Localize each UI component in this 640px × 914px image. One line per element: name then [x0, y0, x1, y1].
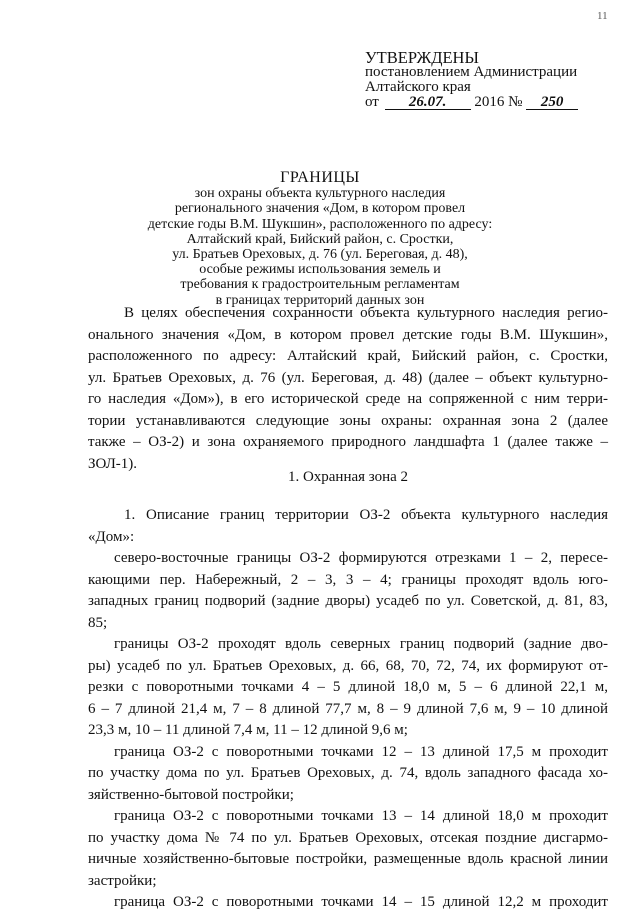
- text-line: 85;: [88, 614, 108, 631]
- approval-line: Алтайского края: [365, 79, 471, 95]
- text-line: по участку дома № 74 по ул. Братьев Ореховых, отсекая поздние дисгармо-: [88, 829, 608, 846]
- approval-date-line: [365, 95, 625, 110]
- text-line: граница ОЗ-2 с поворотными точками 13 – 14 длиной 18,0 м проходит: [114, 808, 608, 824]
- title-line: ул. Братьев Ореховых, д. 76 (ул. Береговая, д. 48),: [172, 247, 468, 263]
- section-title: 1. Охранная зона 2: [287, 469, 409, 485]
- text-line: 1. Описание границ территории ОЗ-2 объекта культурного наследия: [124, 507, 608, 523]
- title-line: зон охраны объекта культурного наследия: [194, 186, 446, 202]
- text-line: по участку дома по ул. Братьев Ореховых, д. 74, вдоль западного фасада хо-: [88, 765, 608, 781]
- text-line: ры) усадеб по ул. Братьев Ореховых, д. 66, 68, 70, 72, 74, их формируют от-: [88, 657, 608, 674]
- title-line: в границах территорий данных зон: [215, 292, 425, 308]
- page-number: 11: [597, 10, 608, 22]
- text-line: 23,3 м, 10 – 11 длиной 7,4 м, 11 – 12 длиной 9,6 м;: [88, 722, 408, 738]
- section-body: [88, 505, 608, 914]
- title-line: Алтайский край, Бийский район, с. Сростки,: [186, 231, 454, 247]
- title-line: регионального значения «Дом, в котором провел: [174, 201, 466, 217]
- text-line: граница ОЗ-2 с поворотными точками 12 – 13 длиной 17,5 м проходит: [114, 743, 608, 760]
- title-line: детские годы В.М. Шукшин», расположенного по адресу:: [147, 216, 493, 232]
- text-line: тории устанавливаются следующие зоны охраны: охранная зона 2 (далее: [88, 412, 608, 429]
- text-line: застройки;: [88, 872, 157, 889]
- text-line: ничные хозяйственно-бытовые постройки, размещенные вдоль красной линии: [88, 851, 608, 867]
- document-title: [60, 170, 580, 308]
- text-line: северо-восточные границы ОЗ-2 формируются отрезками 1 – 2, пересе-: [114, 550, 608, 566]
- approval-year: 2016 №: [474, 94, 523, 110]
- text-line: граница ОЗ-2 с поворотными точками 14 – 15 длиной 12,2 м проходит: [114, 894, 608, 910]
- intro-paragraph: [88, 303, 608, 475]
- text-line: также – ОЗ-2) и зона охраняемого природного ландшафта 1 (далее также –: [88, 434, 608, 450]
- title-heading: ГРАНИЦЫ: [280, 169, 360, 186]
- text-line: границы ОЗ-2 проходят вдоль северных границ подворий (задние дво-: [114, 636, 608, 652]
- text-line: ЗОЛ-1).: [88, 455, 138, 472]
- approval-number: 250: [526, 96, 578, 110]
- approval-heading: УТВЕРЖДЕНЫ: [365, 48, 479, 67]
- text-line: «Дом»:: [88, 528, 135, 545]
- title-line: особые режимы использования земель и: [199, 262, 441, 278]
- text-line: онального значения «Дом, в котором провел детские годы В.М. Шукшин»,: [88, 326, 608, 343]
- approval-stamp: [365, 50, 625, 110]
- approval-from: от: [365, 94, 379, 110]
- text-line: расположенного по адресу: Алтайский край, Бийский район, с. Сростки,: [88, 348, 608, 364]
- text-line: В целях обеспечения сохранности объекта культурного наследия регио-: [124, 305, 608, 321]
- text-line: ул. Братьев Ореховых, д. 76 (ул. Береговая, д. 48) (далее – объект культурно-: [88, 369, 608, 386]
- text-line: резки с поворотными точками 4 – 5 длиной 18,0 м, 5 – 6 длиной 22,1 м,: [88, 679, 608, 695]
- title-line: требования к градостроительным регламентам: [180, 277, 460, 293]
- text-line: кающими пер. Набережный, 2 – 3, 3 – 4; границы проходят вдоль юго-: [88, 571, 608, 588]
- text-line: 6 – 7 длиной 21,4 м, 7 – 8 длиной 77,7 м, 8 – 9 длиной 7,6 м, 9 – 10 длиной: [88, 700, 608, 717]
- approval-line: постановлением Администрации: [365, 64, 578, 80]
- approval-date: 26.07.: [385, 96, 471, 110]
- text-line: го наследия «Дом»), в его исторической среде на сопряженной с ним терри-: [88, 391, 608, 407]
- text-line: зяйственно-бытовой постройки;: [88, 786, 294, 803]
- text-line: западных границ подворий (задние дворы) усадеб по ул. Советской, д. 81, 83,: [88, 593, 608, 609]
